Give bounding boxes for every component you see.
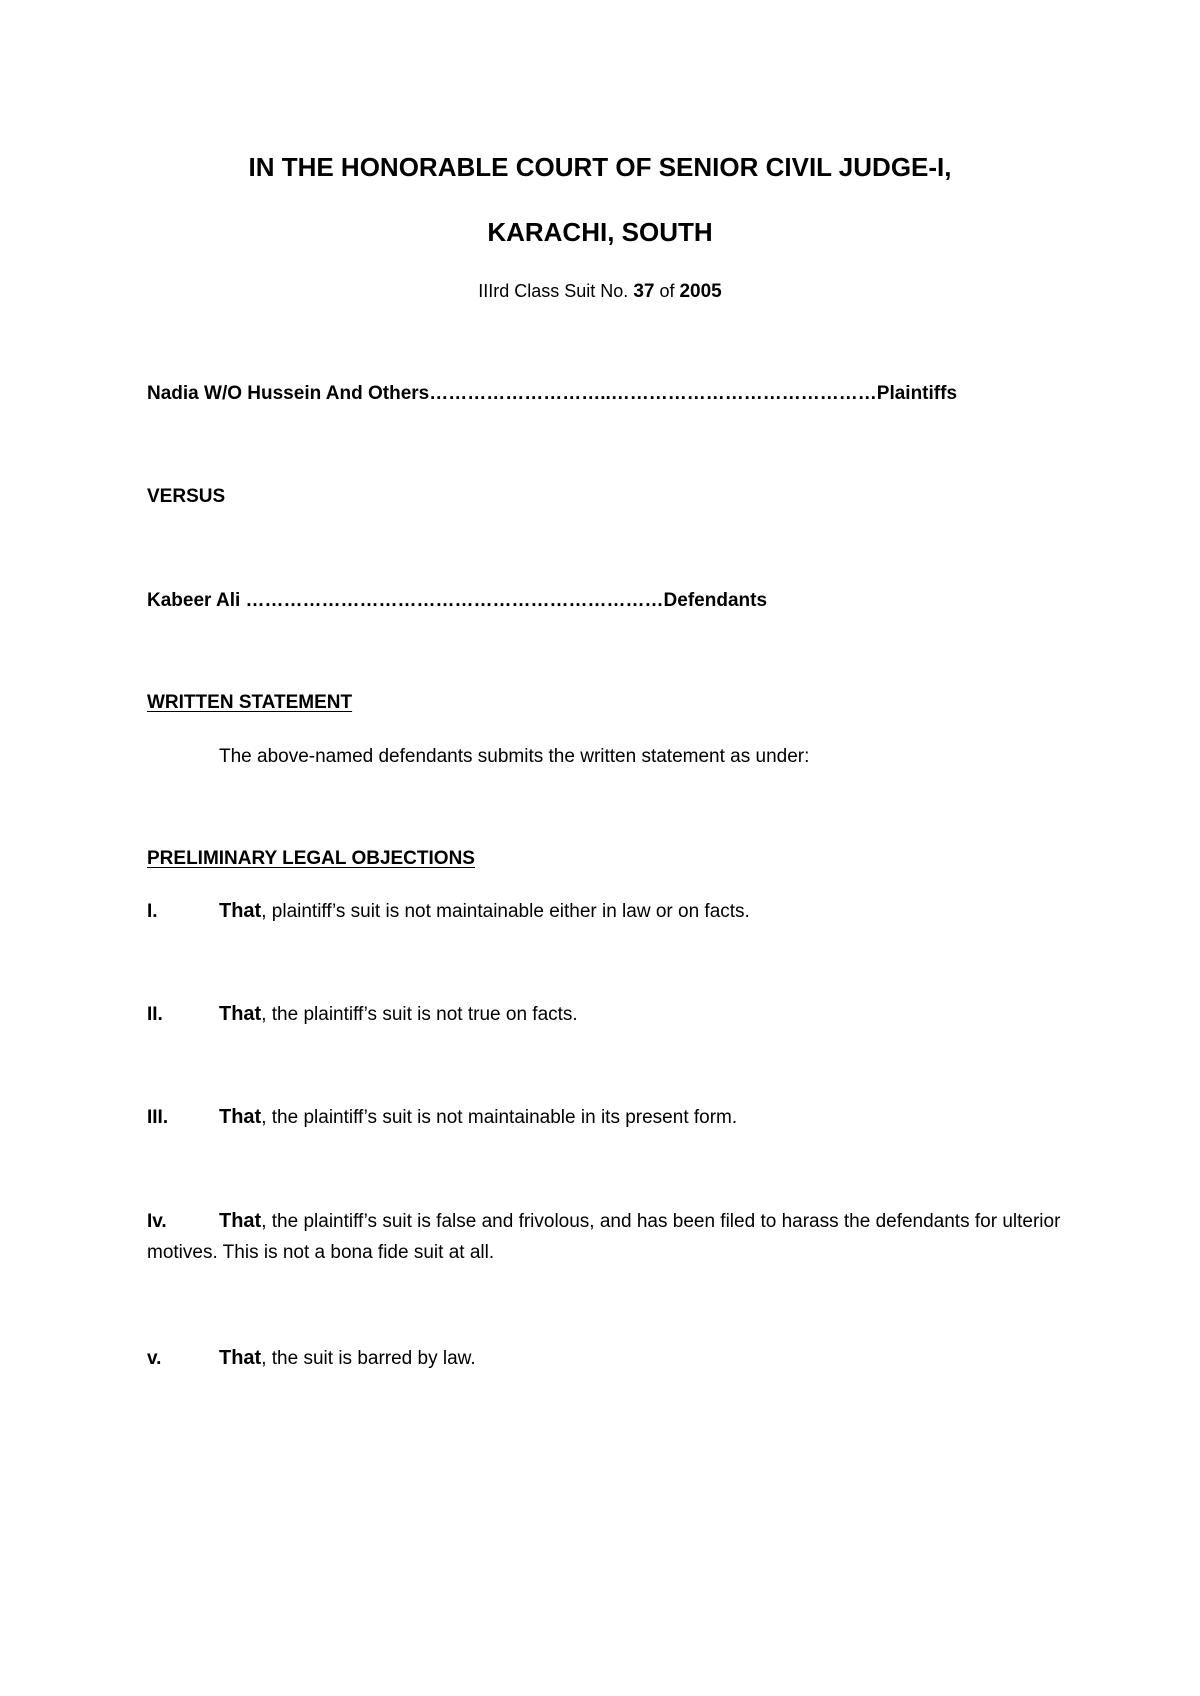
suit-number: 37 — [633, 281, 655, 302]
objection-marker: III. — [147, 1107, 169, 1128]
objection-text: , plaintiff’s suit is not maintainable either in law or on facts. — [261, 901, 750, 922]
objection-text: , the plaintiff’s suit is not maintainable in its present form. — [261, 1107, 738, 1128]
defendant-line: Kabeer Ali …………………………………………………………Defendants — [147, 590, 768, 611]
objection-item — [147, 1206, 1067, 1268]
objection-item — [147, 1347, 1067, 1370]
plaintiff-line: Nadia W/O Hussein And Others………………………..……………………………………Plaintiffs — [147, 383, 958, 404]
objection-lead: That — [219, 1210, 262, 1232]
written-statement-intro: The above-named defendants submits the written statement as under: — [219, 746, 810, 767]
suit-year: 2005 — [679, 281, 722, 302]
objection-marker: v. — [147, 1348, 162, 1369]
objections-heading: PRELIMINARY LEGAL OBJECTIONS — [147, 848, 475, 869]
suit-number-line — [0, 281, 1200, 303]
suit-of: of — [654, 281, 680, 301]
objection-text: , the suit is barred by law. — [261, 1348, 476, 1369]
objection-marker: II. — [147, 1004, 163, 1025]
suit-prefix: IIIrd Class Suit No. — [478, 281, 634, 301]
objection-lead: That — [219, 1003, 262, 1025]
objection-text: , the plaintiff’s suit is not true on facts. — [261, 1004, 578, 1025]
objection-text: , the plaintiff’s suit is false and frivolous, and has been filed to harass the defendants for ulterior motives. This is not a bona fide suit at all. — [147, 1211, 1061, 1263]
written-statement-heading: WRITTEN STATEMENT — [147, 692, 353, 713]
versus-label: VERSUS — [147, 486, 226, 507]
objection-lead: That — [219, 1106, 262, 1128]
objection-item — [147, 1106, 1067, 1129]
court-title-line2: KARACHI, SOUTH — [487, 217, 713, 247]
objection-item — [147, 1003, 1067, 1026]
objection-lead: That — [219, 900, 262, 922]
court-title-line1: IN THE HONORABLE COURT OF SENIOR CIVIL JUDGE-I, — [248, 152, 952, 182]
objection-marker: Iv. — [147, 1211, 167, 1232]
objection-marker: I. — [147, 901, 158, 922]
objection-lead: That — [219, 1347, 262, 1369]
objection-item — [147, 900, 1067, 923]
